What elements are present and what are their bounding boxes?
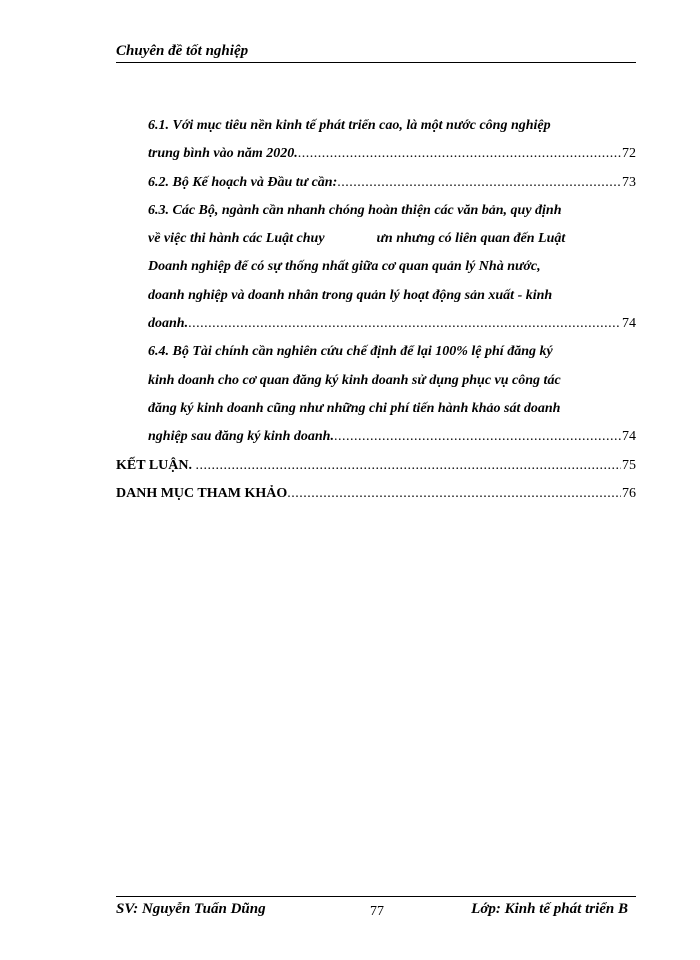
toc-entry-6-3: [116, 197, 636, 338]
dot-leader: [334, 423, 621, 451]
toc-entry-text: 6.3. Các Bộ, ngành cần nhanh chóng hoàn thiện các văn bản, quy định: [148, 202, 562, 218]
header-title: Chuyên đề tốt nghiệp: [116, 43, 249, 59]
toc-page-number: 72: [622, 146, 636, 162]
toc-entry-text: 6.1. Với mục tiêu nền kinh tế phát triển cao, là một nước công nghiệp: [148, 118, 551, 133]
toc-page-number: 76: [622, 485, 636, 501]
footer-class: Lớp: Kinh tế phát triển B: [471, 901, 628, 917]
dot-leader: [337, 169, 621, 197]
toc-page-number: 75: [622, 457, 636, 473]
toc-entry-text: 6.2. Bộ Kế hoạch và Đầu tư cần:: [148, 174, 338, 190]
page-header: [116, 42, 636, 63]
toc-entry-text: 6.4. Bộ Tài chính cần nghiên cứu chế định để lại 100% lệ phí đăng ký: [148, 344, 553, 360]
toc-entry-text: đăng ký kinh doanh cũng như những chi phí tiến hành khảo sát doanh: [148, 400, 561, 416]
dot-leader: [188, 310, 621, 338]
toc-entry-text: về việc thi hành các Luật chuy: [148, 231, 325, 247]
toc-entry-text: nghiệp sau đăng ký kinh doanh.: [148, 429, 334, 445]
toc-entry-text: DANH MỤC THAM KHẢO: [116, 485, 288, 501]
toc-entry-ket-luan: [116, 452, 636, 480]
dot-leader: [287, 480, 621, 508]
toc-entry-text: doanh nghiệp và doanh nhân trong quản lý hoạt động sản xuất - kinh: [148, 287, 553, 303]
toc-entry-text: trung bình vào năm 2020.: [148, 146, 298, 162]
toc-entry-text: ưn nhưng có liên quan đến Luật: [376, 231, 566, 247]
toc-page-number: 74: [622, 316, 636, 332]
table-of-contents: [116, 112, 636, 508]
footer-page-number: 77: [370, 904, 384, 919]
footer-student: SV: Nguyễn Tuấn Dũng: [116, 901, 266, 917]
toc-page-number: 73: [622, 174, 636, 190]
toc-entry-6-2: [116, 169, 636, 197]
dot-leader: [298, 140, 621, 168]
page-footer: [116, 896, 636, 927]
toc-entry-6-4: [116, 338, 636, 451]
toc-entry-text: KẾT LUẬN.: [116, 457, 196, 473]
dot-leader: [195, 452, 621, 480]
toc-entry-6-1: [116, 112, 636, 169]
toc-entry-danh-muc: [116, 480, 636, 508]
toc-page-number: 74: [622, 429, 636, 445]
toc-entry-text: Doanh nghiệp để có sự thống nhất giữa cơ quan quản lý Nhà nước,: [148, 259, 541, 275]
toc-entry-text: kinh doanh cho cơ quan đăng ký kinh doanh sử dụng phục vụ công tác: [148, 372, 561, 388]
toc-entry-text: doanh.: [148, 316, 189, 332]
